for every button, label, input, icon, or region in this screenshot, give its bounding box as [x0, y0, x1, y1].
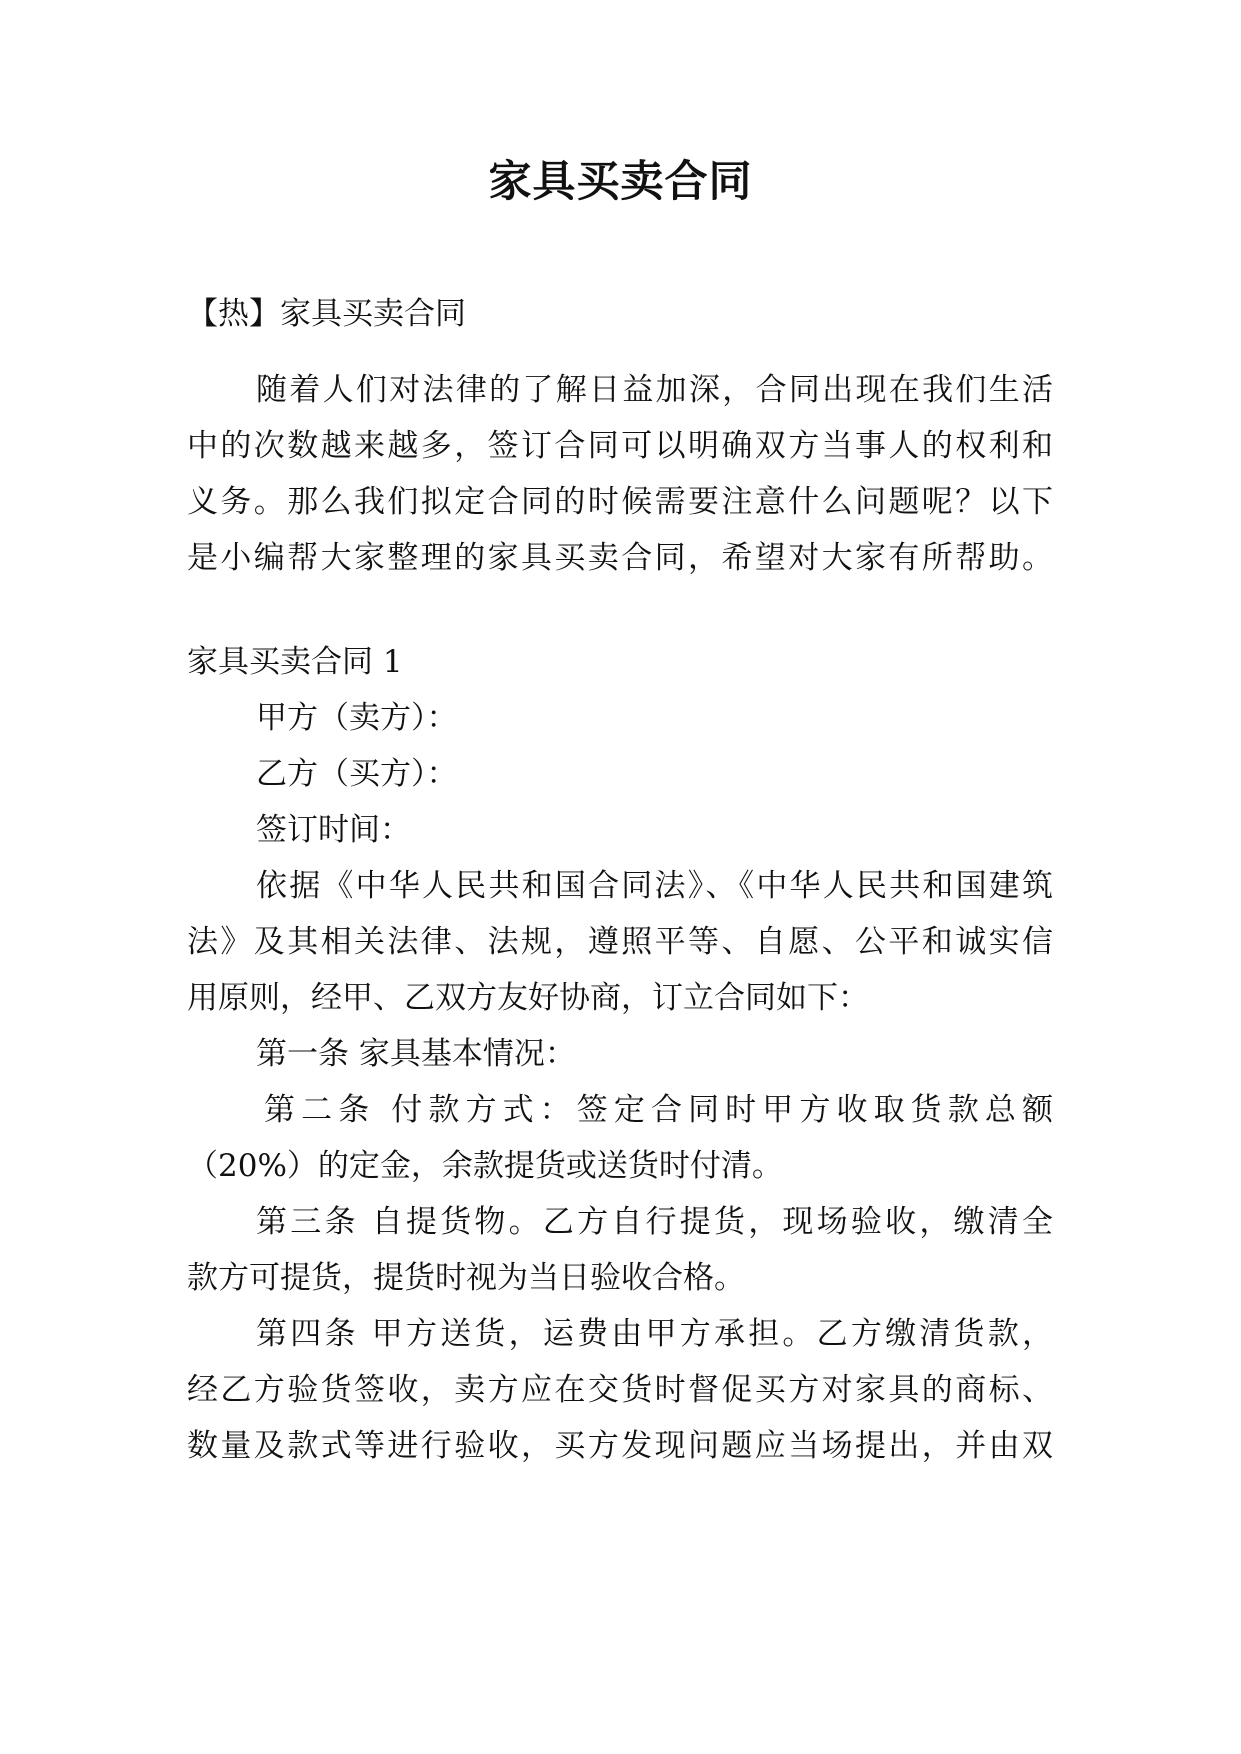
- article-4-line-1: 第四条 甲方送货，运费由甲方承担。乙方缴清货款，: [256, 1316, 1053, 1352]
- intro-line-4: 是小编帮大家整理的家具买卖合同，希望对大家有所帮助。: [187, 540, 1053, 576]
- article-1: 第一条 家具基本情况：: [256, 1036, 576, 1072]
- document-subtitle: 【热】家具买卖合同: [187, 296, 466, 332]
- document-title: 家具买卖合同: [488, 157, 753, 207]
- intro-line-3: 义务。那么我们拟定合同的时候需要注意什么问题呢？以下: [187, 484, 1053, 520]
- intro-line-2: 中的次数越来越多，签订合同可以明确双方当事人的权利和: [187, 428, 1053, 464]
- article-4-line-3: 数量及款式等进行验收，买方发现问题应当场提出，并由双: [187, 1428, 1053, 1464]
- basis-line-2: 法》及其相关法律、法规，遵照平等、自愿、公平和诚实信: [187, 924, 1053, 960]
- intro-line-1: 随着人们对法律的了解日益加深，合同出现在我们生活: [256, 372, 1053, 408]
- article-2-line-2: （20%）的定金，余款提货或送货时付清。: [187, 1148, 783, 1184]
- article-2-line-1: 第二条 付款方式：签定合同时甲方收取货款总额: [264, 1092, 1053, 1128]
- article-3-line-1: 第三条 自提货物。乙方自行提货，现场验收，缴清全: [256, 1204, 1053, 1240]
- sign-time-line: 签订时间：: [256, 812, 411, 848]
- section-heading: 家具买卖合同 1: [187, 644, 403, 680]
- article-3-line-2: 款方可提货，提货时视为当日验收合格。: [187, 1260, 745, 1296]
- basis-line-1: 依据《中华人民共和国合同法》、《中华人民共和国建筑: [256, 868, 1053, 904]
- party-a-line: 甲方（卖方）：: [256, 700, 458, 736]
- party-b-line: 乙方（买方）：: [256, 756, 458, 792]
- article-4-line-2: 经乙方验货签收，卖方应在交货时督促买方对家具的商标、: [187, 1372, 1053, 1408]
- basis-line-3: 用原则，经甲、乙双方友好协商，订立合同如下：: [187, 980, 869, 1016]
